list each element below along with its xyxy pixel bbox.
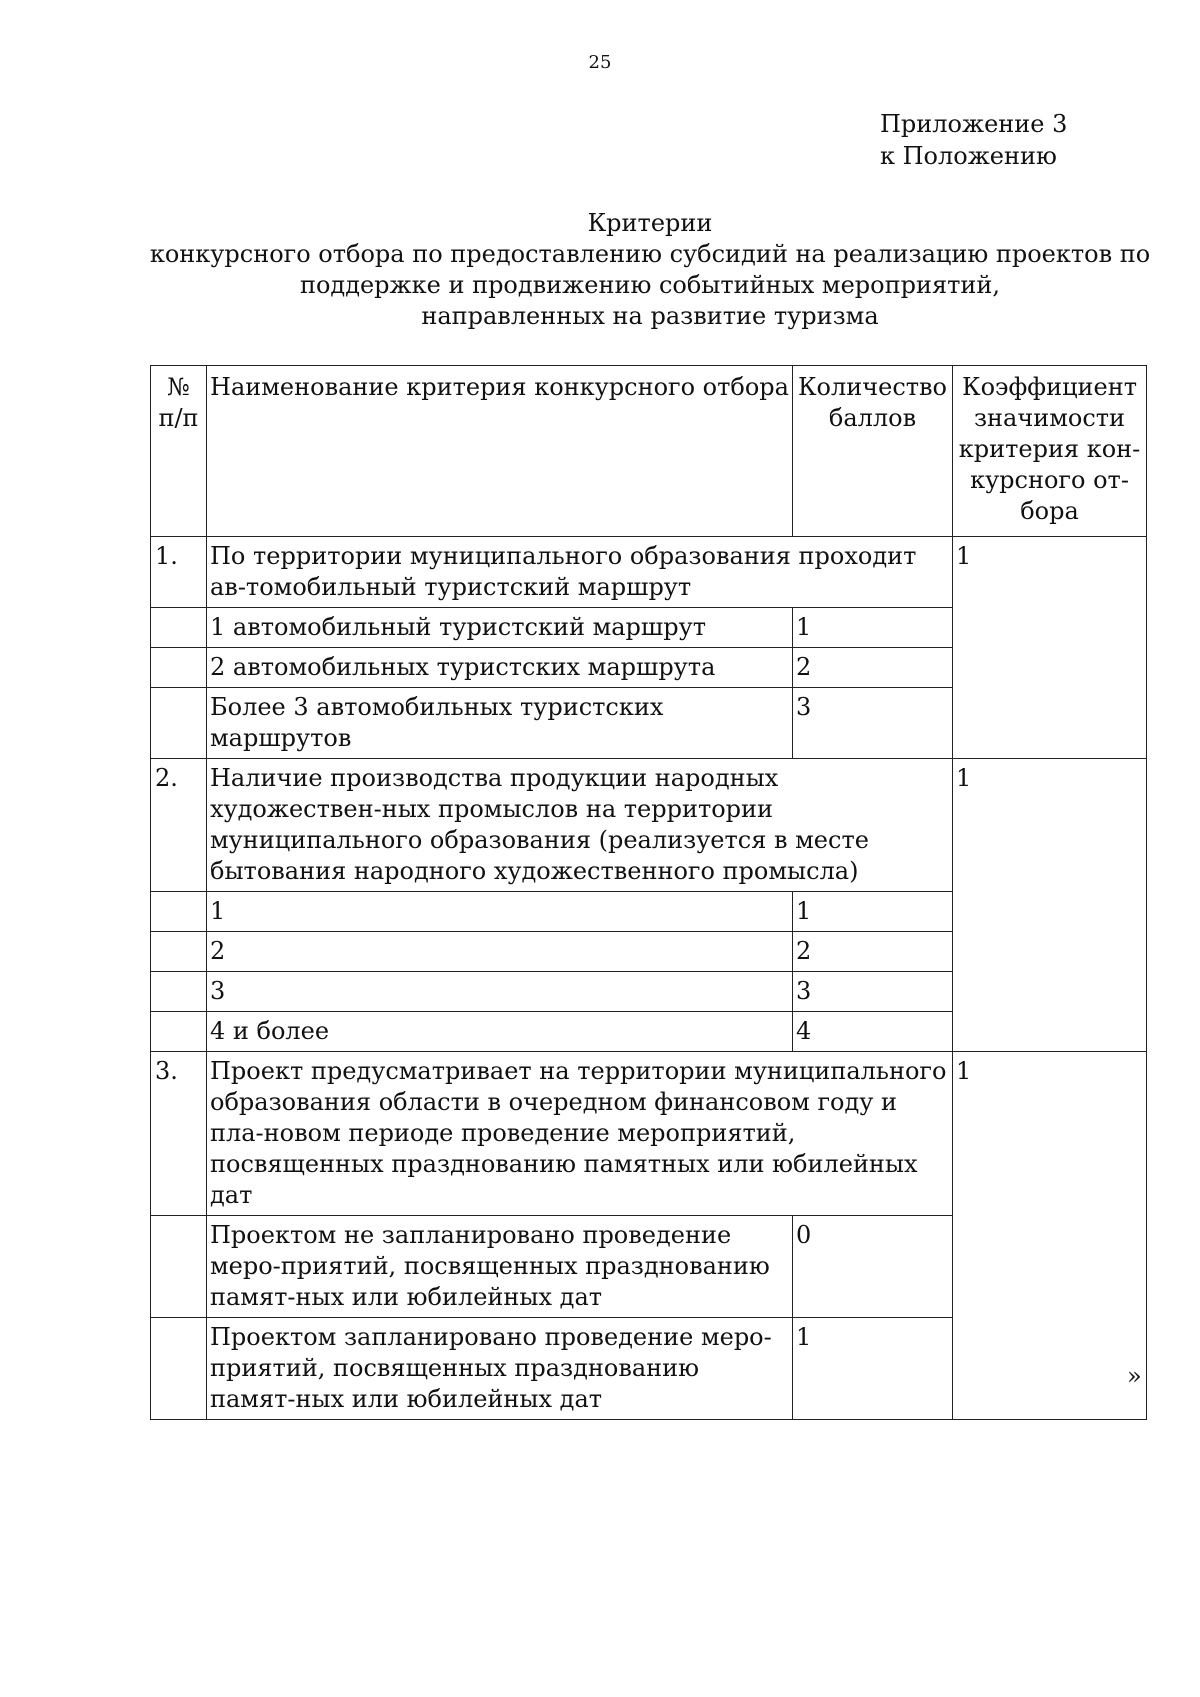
option-text: 2 — [207, 932, 793, 972]
criterion-text: По территории муниципального образования проходит ав-томобильный туристский маршрут — [207, 537, 953, 608]
header-name: Наименование критерия конкурсного отбора — [207, 366, 793, 537]
option-number-cell — [151, 688, 207, 759]
option-number-cell — [151, 1318, 207, 1420]
option-text: Более 3 автомобильных туристских маршрутов — [207, 688, 793, 759]
option-points: 1 — [793, 1318, 953, 1420]
option-number-cell — [151, 608, 207, 648]
criterion-coefficient: 1 — [953, 759, 1147, 1052]
option-number-cell — [151, 892, 207, 932]
option-points: 3 — [793, 972, 953, 1012]
criterion-number: 3. — [151, 1052, 207, 1216]
criteria-table — [150, 365, 1147, 1420]
table-row — [151, 537, 1147, 608]
option-number-cell — [151, 1216, 207, 1318]
option-text: 1 — [207, 892, 793, 932]
option-points: 0 — [793, 1216, 953, 1318]
appendix-line-2: к Положению — [880, 142, 1057, 170]
option-number-cell — [151, 932, 207, 972]
closing-quote: » — [1127, 1362, 1142, 1390]
option-text: 2 автомобильных туристских маршрута — [207, 648, 793, 688]
title-line-4: направленных на развитие туризма — [421, 302, 879, 330]
criterion-coefficient: 1 — [953, 1052, 1147, 1420]
option-points: 1 — [793, 892, 953, 932]
option-text: 4 и более — [207, 1012, 793, 1052]
option-points: 1 — [793, 608, 953, 648]
option-number-cell — [151, 972, 207, 1012]
option-number-cell — [151, 648, 207, 688]
option-points: 3 — [793, 688, 953, 759]
option-points: 2 — [793, 648, 953, 688]
criterion-number: 2. — [151, 759, 207, 892]
table-row — [151, 1052, 1147, 1216]
title-line-3: поддержке и продвижению событийных мероприятий, — [299, 271, 1001, 299]
document-title — [100, 208, 1200, 332]
option-text: 3 — [207, 972, 793, 1012]
header-points: Количество баллов — [793, 366, 953, 537]
option-number-cell — [151, 1012, 207, 1052]
option-text: 1 автомобильный туристский маршрут — [207, 608, 793, 648]
criterion-coefficient: 1 — [953, 537, 1147, 759]
table-row — [151, 759, 1147, 892]
page-number: 25 — [588, 52, 612, 73]
title-line-2: конкурсного отбора по предоставлению субсидий на реализацию проектов по — [149, 240, 1151, 268]
table-header-row — [151, 366, 1147, 537]
criterion-number: 1. — [151, 537, 207, 608]
appendix-reference — [880, 108, 1067, 172]
appendix-line-1: Приложение 3 — [880, 110, 1068, 138]
option-points: 2 — [793, 932, 953, 972]
criterion-text: Проект предусматривает на территории муниципального образования области в очередном финансовом году и пла-новом периоде проведение мероприятий, посвященных празднованию памятных или юбилейных дат — [207, 1052, 953, 1216]
criterion-text: Наличие производства продукции народных художествен-ных промыслов на территории муниципального образования (реализуется в месте бытования народного художественного промысла) — [207, 759, 953, 892]
option-text: Проектом запланировано проведение меро-приятий, посвященных празднованию памят-ных или юбилейных дат — [207, 1318, 793, 1420]
option-points: 4 — [793, 1012, 953, 1052]
title-line-1: Критерии — [587, 209, 713, 237]
header-num: № п/п — [151, 366, 207, 537]
header-coefficient: Коэффициент значимости критерия кон-курсного от-бора — [953, 366, 1147, 537]
option-text: Проектом не запланировано проведение меро-приятий, посвященных празднованию памят-ных или юбилейных дат — [207, 1216, 793, 1318]
